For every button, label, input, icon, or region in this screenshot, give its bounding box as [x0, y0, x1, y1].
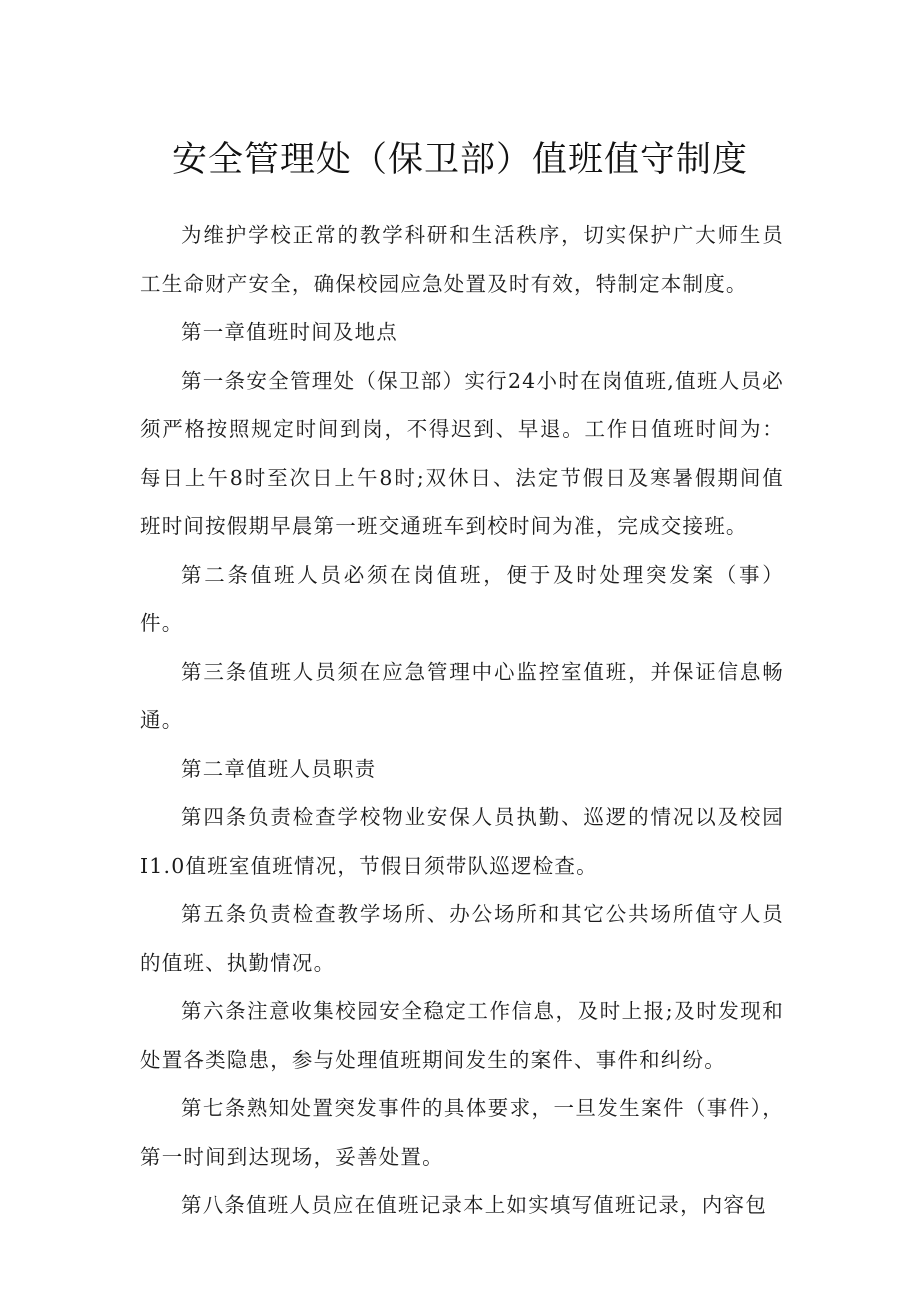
article-paragraph: 第六条注意收集校园安全稳定工作信息，及时上报;及时发现和处置各类隐患，参与处理值班期间发生的案件、事件和纠纷。 — [140, 999, 784, 1072]
article-paragraph: 第八条值班人员应在值班记录本上如实填写值班记录，内容包 — [181, 1193, 767, 1217]
article-paragraph: 第七条熟知处置突发事件的具体要求，一旦发生案件（事件），第一时间到达现场，妥善处置。 — [140, 1096, 784, 1169]
chapter-heading: 第一章值班时间及地点 — [181, 320, 398, 344]
intro-paragraph: 为维护学校正常的教学科研和生活秩序，切实保护广大师生员工生命财产安全，确保校园应急处置及时有效，特制定本制度。 — [140, 223, 784, 296]
article-paragraph: 第四条负责检查学校物业安保人员执勤、巡逻的情况以及校园I1.0值班室值班情况，节假日须带队巡逻检查。 — [140, 805, 784, 878]
article-paragraph: 第五条负责检查教学场所、办公场所和其它公共场所值守人员的值班、执勤情况。 — [140, 902, 784, 975]
article-paragraph: 第一条安全管理处（保卫部）实行24小时在岗值班,值班人员必须严格按照规定时间到岗，不得迟到、早退。工作日值班时间为：每日上午8时至次日上午8时;双休日、法定节假日及寒暑假期间值班时间按假期早晨第一班交通班车到校时间为准，完成交接班。 — [140, 368, 784, 538]
article-paragraph: 第二条值班人员必须在岗值班，便于及时处理突发案（事）件。 — [140, 562, 784, 635]
article-paragraph: 第三条值班人员须在应急管理中心监控室值班，并保证信息畅通。 — [140, 659, 784, 732]
document-body — [140, 211, 784, 1230]
chapter-heading: 第二章值班人员职责 — [181, 756, 377, 781]
document-title: 安全管理处（保卫部）值班值守制度 — [171, 140, 748, 180]
